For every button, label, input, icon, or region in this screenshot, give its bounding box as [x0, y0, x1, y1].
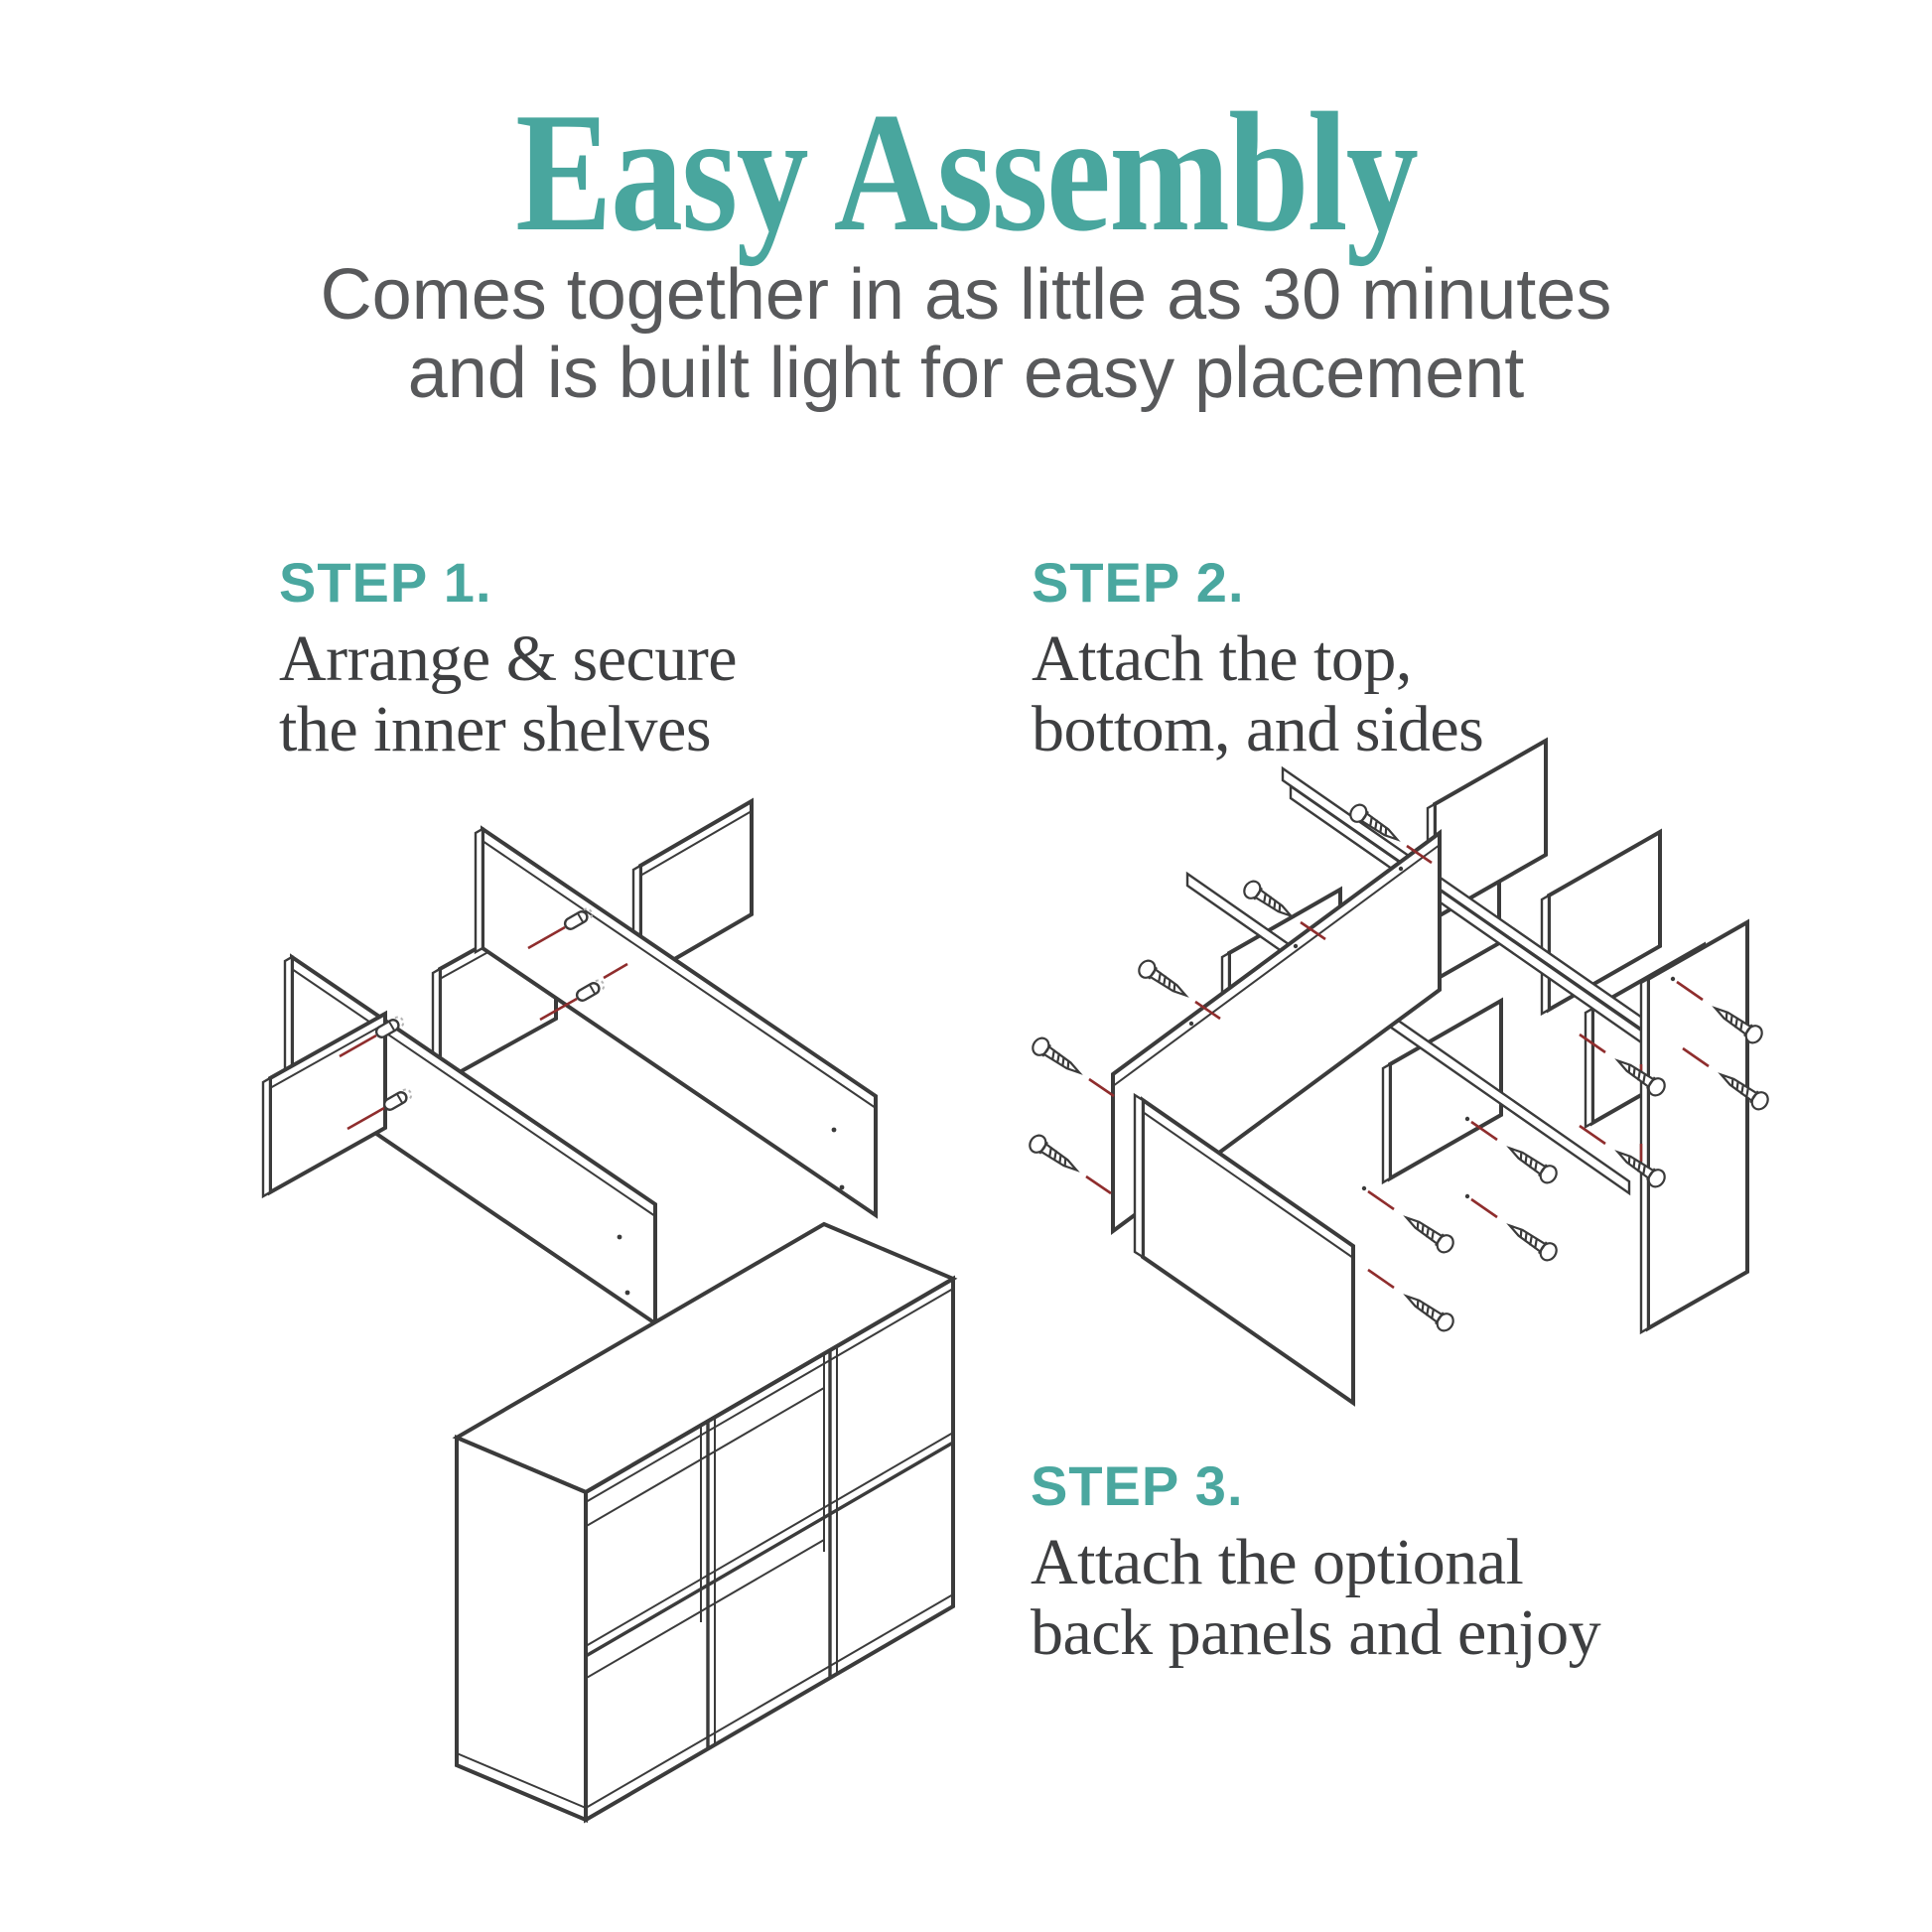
subtitle-line-2: and is built light for easy placement [407, 334, 1525, 413]
step-1-caption [279, 623, 737, 764]
step-2-caption-line-2: bottom, and sides [1032, 693, 1484, 765]
organizer-shell [457, 1224, 953, 1820]
step-3-assembled-organizer-illustration [437, 1209, 973, 1845]
step-1-caption-line-2: the inner shelves [279, 693, 712, 765]
step-2-exploded-frame-illustration [993, 766, 1866, 1430]
step-3-caption [1031, 1527, 1600, 1668]
step-2-caption [1032, 623, 1483, 764]
step-2-label: STEP 2. [1032, 551, 1245, 614]
step-1-label: STEP 1. [279, 551, 492, 614]
step-3-section [1031, 1455, 1600, 1668]
step-3-caption-line-1: Attach the optional [1031, 1526, 1524, 1598]
step-1-caption-line-1: Arrange & secure [279, 622, 738, 695]
page-title: Easy Assembly [514, 78, 1418, 267]
subtitle-line-1: Comes together in as little as 30 minutes [320, 255, 1612, 335]
subtitle [0, 256, 1932, 413]
step-2-section [1032, 552, 1483, 764]
step-1-section [279, 552, 737, 764]
step-2-caption-line-1: Attach the top, [1032, 622, 1412, 695]
header [0, 78, 1932, 267]
step-3-caption-line-2: back panels and enjoy [1031, 1596, 1601, 1669]
step-3-label: STEP 3. [1031, 1454, 1244, 1517]
bottom-board-panel [1135, 1095, 1353, 1403]
side-board-panel [1641, 922, 1747, 1332]
